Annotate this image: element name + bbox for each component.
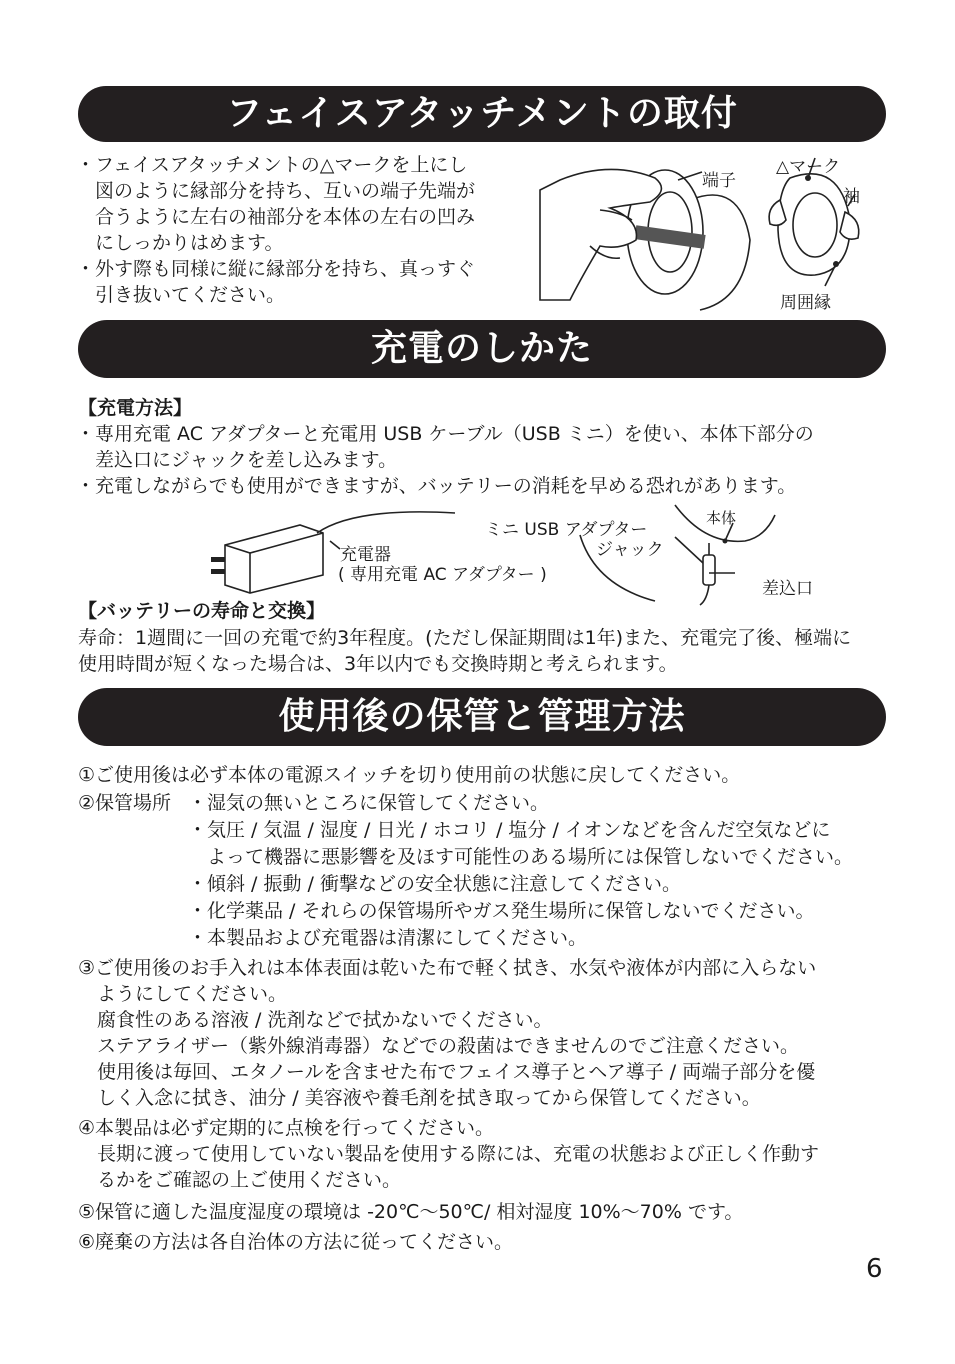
label-charger: 充電器 (340, 545, 391, 565)
page-number: 6 (866, 1254, 883, 1284)
battery-line-1: 寿命：1週間に一回の充電で約3年程度。(ただし保証期間は1年)また、充電完了後、極端に (78, 627, 852, 649)
storage-item-3-line-2: ようにしてください。 (78, 983, 288, 1005)
storage-item-3-line-5: 使用後は毎回、エタノールを含ませた布でフェイス導子とヘア導子 / 両端子部分を優 (78, 1061, 816, 1083)
storage-item-1: ①ご使用後は必ず本体の電源スイッチを切り使用前の状態に戻してください。 (78, 764, 741, 786)
storage-item-4-line-1: ④本製品は必ず定期的に点検を行ってください。 (78, 1117, 495, 1139)
label-rim: 周囲縁 (780, 293, 831, 313)
storage-item-3-line-4: ステアライザー（紫外線消毒器）などでの殺菌はできませんのでご注意ください。 (78, 1035, 800, 1057)
battery-heading: 【バッテリーの寿命と交換】 (78, 600, 326, 622)
storage-item-2-line-1: ・湿気の無いところに保管してください。 (188, 792, 550, 814)
storage-item-3-line-6: しく入念に拭き、油分 / 美容液や養毛剤を拭き取ってから保管してください。 (78, 1087, 761, 1109)
attachment-line-2: 図のように縁部分を持ち、互いの端子先端が (76, 180, 476, 202)
storage-item-2-line-3: よって機器に悪影響を及ほす可能性のある場所には保管しないでください。 (188, 846, 854, 868)
attachment-line-4: にしっかりはめます。 (76, 232, 284, 254)
battery-line-2: 使用時間が短くなった場合は、3年以内でも交換時期と考えられます。 (78, 653, 678, 675)
storage-item-5: ⑤保管に適した温度湿度の環境は -20℃～50℃/ 相対湿度 10%～70% です。 (78, 1201, 744, 1223)
charging-line-2: 差込口にジャックを差し込みます。 (76, 449, 398, 471)
label-mini-usb: ミニ USB アダプター (485, 520, 648, 540)
storage-item-2-label: ②保管場所 (78, 792, 172, 814)
label-mark: △マーク (776, 157, 841, 177)
section-title-storage: 使用後の保管と管理方法 (78, 688, 886, 746)
charging-line-1: ・専用充電 AC アダプターと充電用 USB ケーブル（USB ミニ）を使い、本体下部分の (76, 423, 814, 445)
charging-method-heading: 【充電方法】 (78, 397, 193, 419)
storage-item-4-line-3: るかをご確認の上ご使用ください。 (78, 1169, 402, 1191)
attachment-line-6: 引き抜いてください。 (76, 284, 286, 306)
label-sleeve: 袖 (843, 187, 860, 207)
label-port: 差込口 (762, 579, 813, 599)
storage-item-6: ⑥廃棄の方法は各自治体の方法に従ってください。 (78, 1231, 514, 1253)
section-title-attachment: フェイスアタッチメントの取付 (78, 86, 886, 142)
label-jack: ジャック (596, 540, 664, 560)
label-body: 本体 (706, 509, 737, 527)
storage-item-2-line-6: ・本製品および充電器は清潔にしてください。 (188, 927, 588, 949)
attachment-line-1: ・フェイスアタッチメントの△マークを上にし (76, 154, 468, 176)
storage-item-2-line-4: ・傾斜 / 振動 / 衝撃などの安全状態に注意してください。 (188, 873, 681, 895)
attachment-line-5: ・外す際も同様に縦に縁部分を持ち、真っすぐ (76, 258, 476, 280)
storage-item-3-line-3: 腐食性のある溶液 / 洗剤などで拭かないでください。 (78, 1009, 553, 1031)
attachment-line-3: 合うように左右の袖部分を本体の左右の凹み (76, 206, 476, 228)
storage-item-4-line-2: 長期に渡って使用していない製品を使用する際には、充電の状態および正しく作動す (78, 1143, 820, 1165)
section-title-charging: 充電のしかた (78, 320, 886, 378)
storage-item-3-line-1: ③ご使用後のお手入れは本体表面は乾いた布で軽く拭き、水気や液体が内部に入らない (78, 957, 817, 979)
charging-line-3: ・充電しながらでも使用ができますが、バッテリーの消耗を早める恐れがあります。 (76, 475, 797, 497)
storage-item-2-line-2: ・気圧 / 気温 / 湿度 / 日光 / ホコリ / 塩分 / イオンなどを含んだ空気などに (188, 819, 831, 841)
storage-item-2-line-5: ・化学薬品 / それらの保管場所やガス発生場所に保管しないでください。 (188, 900, 815, 922)
label-terminal: 端子 (702, 171, 736, 191)
label-charger-note: ( 専用充電 AC アダプター ) (338, 565, 547, 585)
